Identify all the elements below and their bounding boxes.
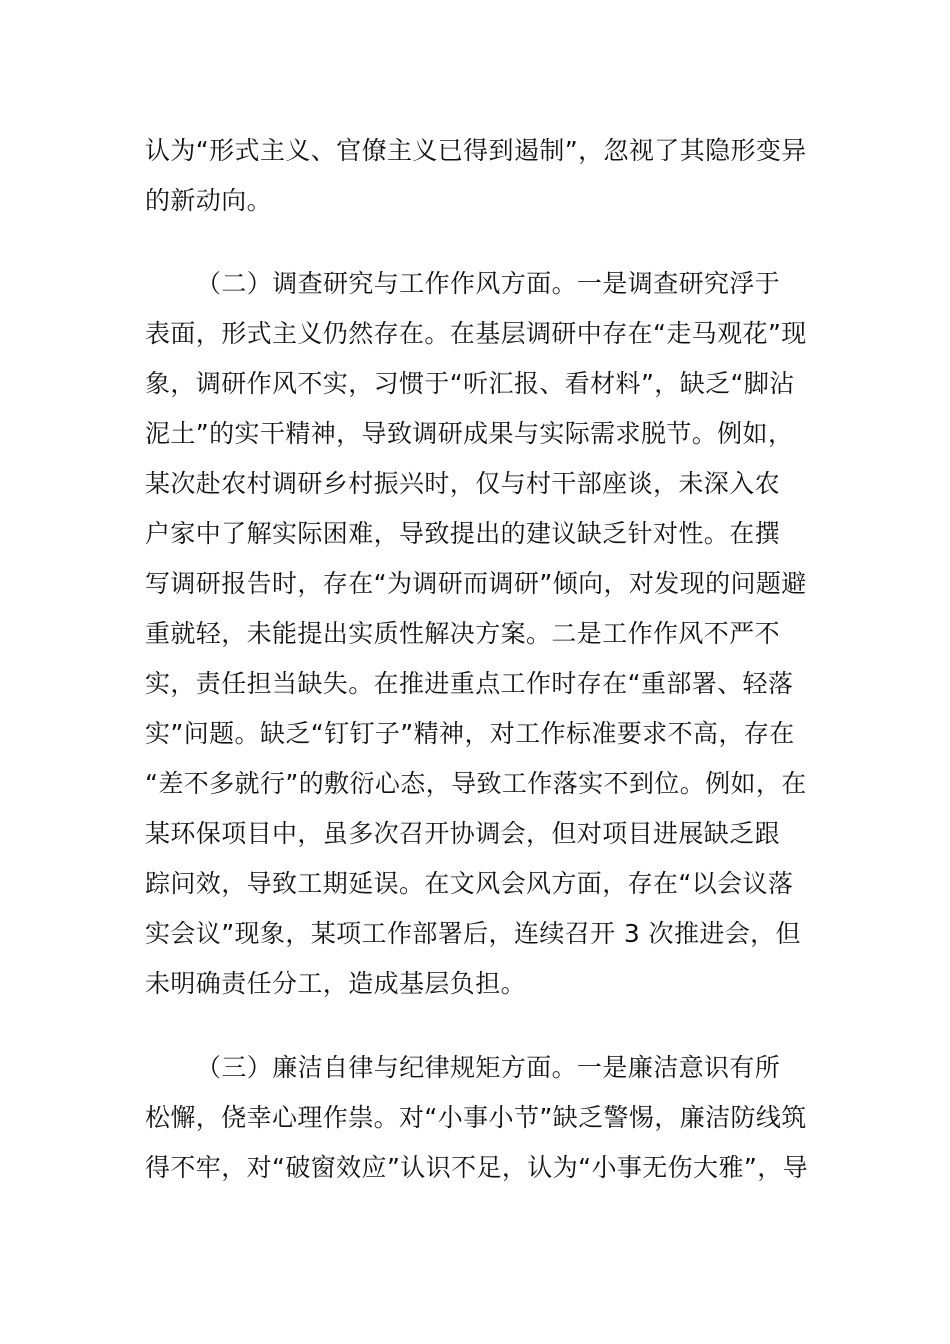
text-line: 踪问效，导致工期延误。在文风会风方面，存在“以会议落 (145, 869, 794, 898)
text-line: 泥土”的实干精神，导致调研成果与实际需求脱节。例如， (145, 419, 794, 448)
text-line: “差不多就行”的敷衍心态，导致工作落实不到位。例如，在 (145, 769, 807, 798)
text-line: 实，责任担当缺失。在推进重点工作时存在“重部署、轻落 (145, 669, 794, 698)
text-line: 重就轻，未能提出实质性解决方案。二是工作作风不严不 (145, 619, 781, 648)
text-line: 某环保项目中，虽多次召开协调会，但对项目进展缺乏跟 (145, 819, 781, 848)
text-line: 未明确责任分工，造成基层负担。 (145, 969, 527, 998)
text-line: 认为“形式主义、官僚主义已得到遏制”，忽视了其隐形变异 (145, 136, 807, 165)
text-line: （二）调查研究与工作作风方面。一是调查研究浮于 (196, 269, 781, 298)
text-line: 得不牢，对“破窗效应”认识不足，认为“小事无伤大雅”，导 (145, 1153, 809, 1182)
text-line: 实会议”现象，某项工作部署后，连续召开 3 次推进会，但 (145, 919, 801, 948)
text-line: 象，调研作风不实，习惯于“听汇报、看材料”，缺乏“脚沾 (145, 369, 795, 398)
text-line: 表面，形式主义仍然存在。在基层调研中存在“走马观花”现 (145, 319, 807, 348)
text-line: 写调研报告时，存在“为调研而调研”倾向，对发现的问题避 (145, 569, 807, 598)
text-line: 的新动向。 (145, 186, 273, 215)
text-line: 松懈，侥幸心理作祟。对“小事小节”缺乏警惕，廉洁防线筑 (145, 1103, 807, 1132)
text-line: 实”问题。缺乏“钉钉子”精神，对工作标准要求不高，存在 (145, 719, 795, 748)
text-line: （三）廉洁自律与纪律规矩方面。一是廉洁意识有所 (196, 1053, 781, 1082)
text-line: 某次赴农村调研乡村振兴时，仅与村干部座谈，未深入农 (145, 469, 781, 498)
text-line: 户家中了解实际困难，导致提出的建议缺乏针对性。在撰 (145, 519, 781, 548)
